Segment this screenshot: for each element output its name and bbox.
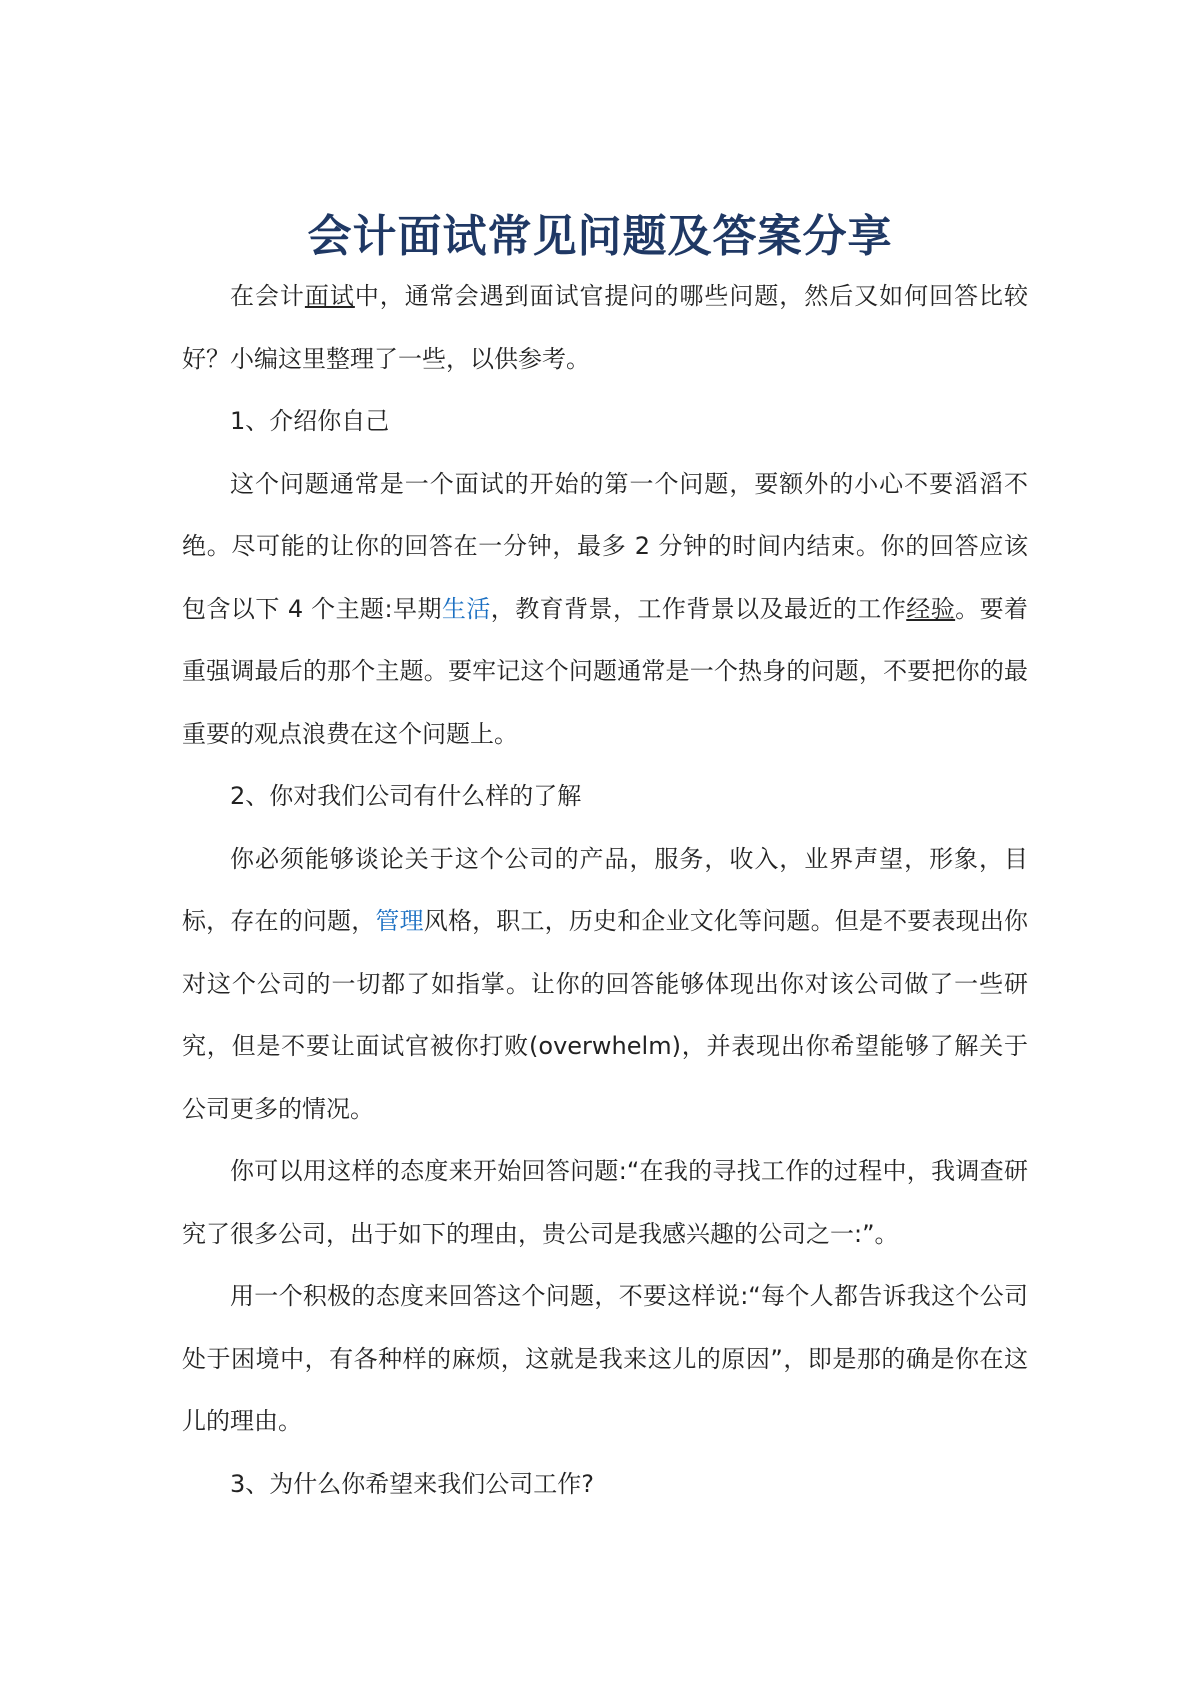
- interview-link[interactable]: 面试: [304, 282, 355, 310]
- section-2-paragraph-3: 用一个积极的态度来回答这个问题，不要这样说:“每个人都告诉我这个公司处于困境中，有各种样的麻烦，这就是我来这儿的原因”，即是那的确是你在这儿的理由。: [182, 1282, 1028, 1435]
- section-1-text-2: ，教育背景，工作背景以及最近的工作: [490, 594, 907, 623]
- section-heading-2: 2、你对我们公司有什么样的了解: [230, 782, 582, 810]
- experience-link[interactable]: 经验: [906, 594, 956, 623]
- section-1-paragraph: [182, 453, 1028, 766]
- article-body: [182, 265, 1028, 1515]
- life-link[interactable]: 生活: [441, 594, 491, 623]
- section-2-paragraph: [182, 828, 1028, 1141]
- section-heading-1: 1、介绍你自己: [230, 407, 390, 435]
- section-2-paragraph-2: 你可以用这样的态度来开始回答问题:“在我的寻找工作的过程中，我调查研究了很多公司，出于如下的理由，贵公司是我感兴趣的公司之一:”。: [182, 1157, 1028, 1248]
- section-2-text-1: 你必须能够谈论关于这个公司的产品，服务，收入，业界声望，形象，目标，存在的问题，: [182, 844, 1028, 935]
- management-link[interactable]: 管理: [375, 907, 424, 935]
- section-heading-3: 3、为什么你希望来我们公司工作?: [230, 1469, 595, 1498]
- intro-paragraph: [182, 265, 1028, 390]
- intro-text-2: 中，通常会遇到面试官提问的哪些问题，然后又如何回答比较好？小编这里整理了一些，以供参考。: [182, 282, 1029, 373]
- page-title: 会计面试常见问题及答案分享: [307, 211, 893, 263]
- section-1-text-1: 这个问题通常是一个面试的开始的第一个问题，要额外的小心不要滔滔不绝。尽可能的让你的回答在一分钟，最多 2 分钟的时间内结束。你的回答应该包含以下 4 个主题:早期: [182, 469, 1028, 623]
- intro-text-1: 在会计: [230, 282, 305, 310]
- section-2-text-2: 风格，职工，历史和企业文化等问题。但是不要表现出你对这个公司的一切都了如指掌。让你的回答能够体现出你对该公司做了一些研究，但是不要让面试官被你打败(overwhelm)，并表现出你希望能够了解关于公司更多的情况。: [182, 907, 1029, 1123]
- section-1-text-3: 。要着重强调最后的那个主题。要牢记这个问题通常是一个热身的问题，不要把你的最重要的观点浪费在这个问题上。: [182, 594, 1029, 748]
